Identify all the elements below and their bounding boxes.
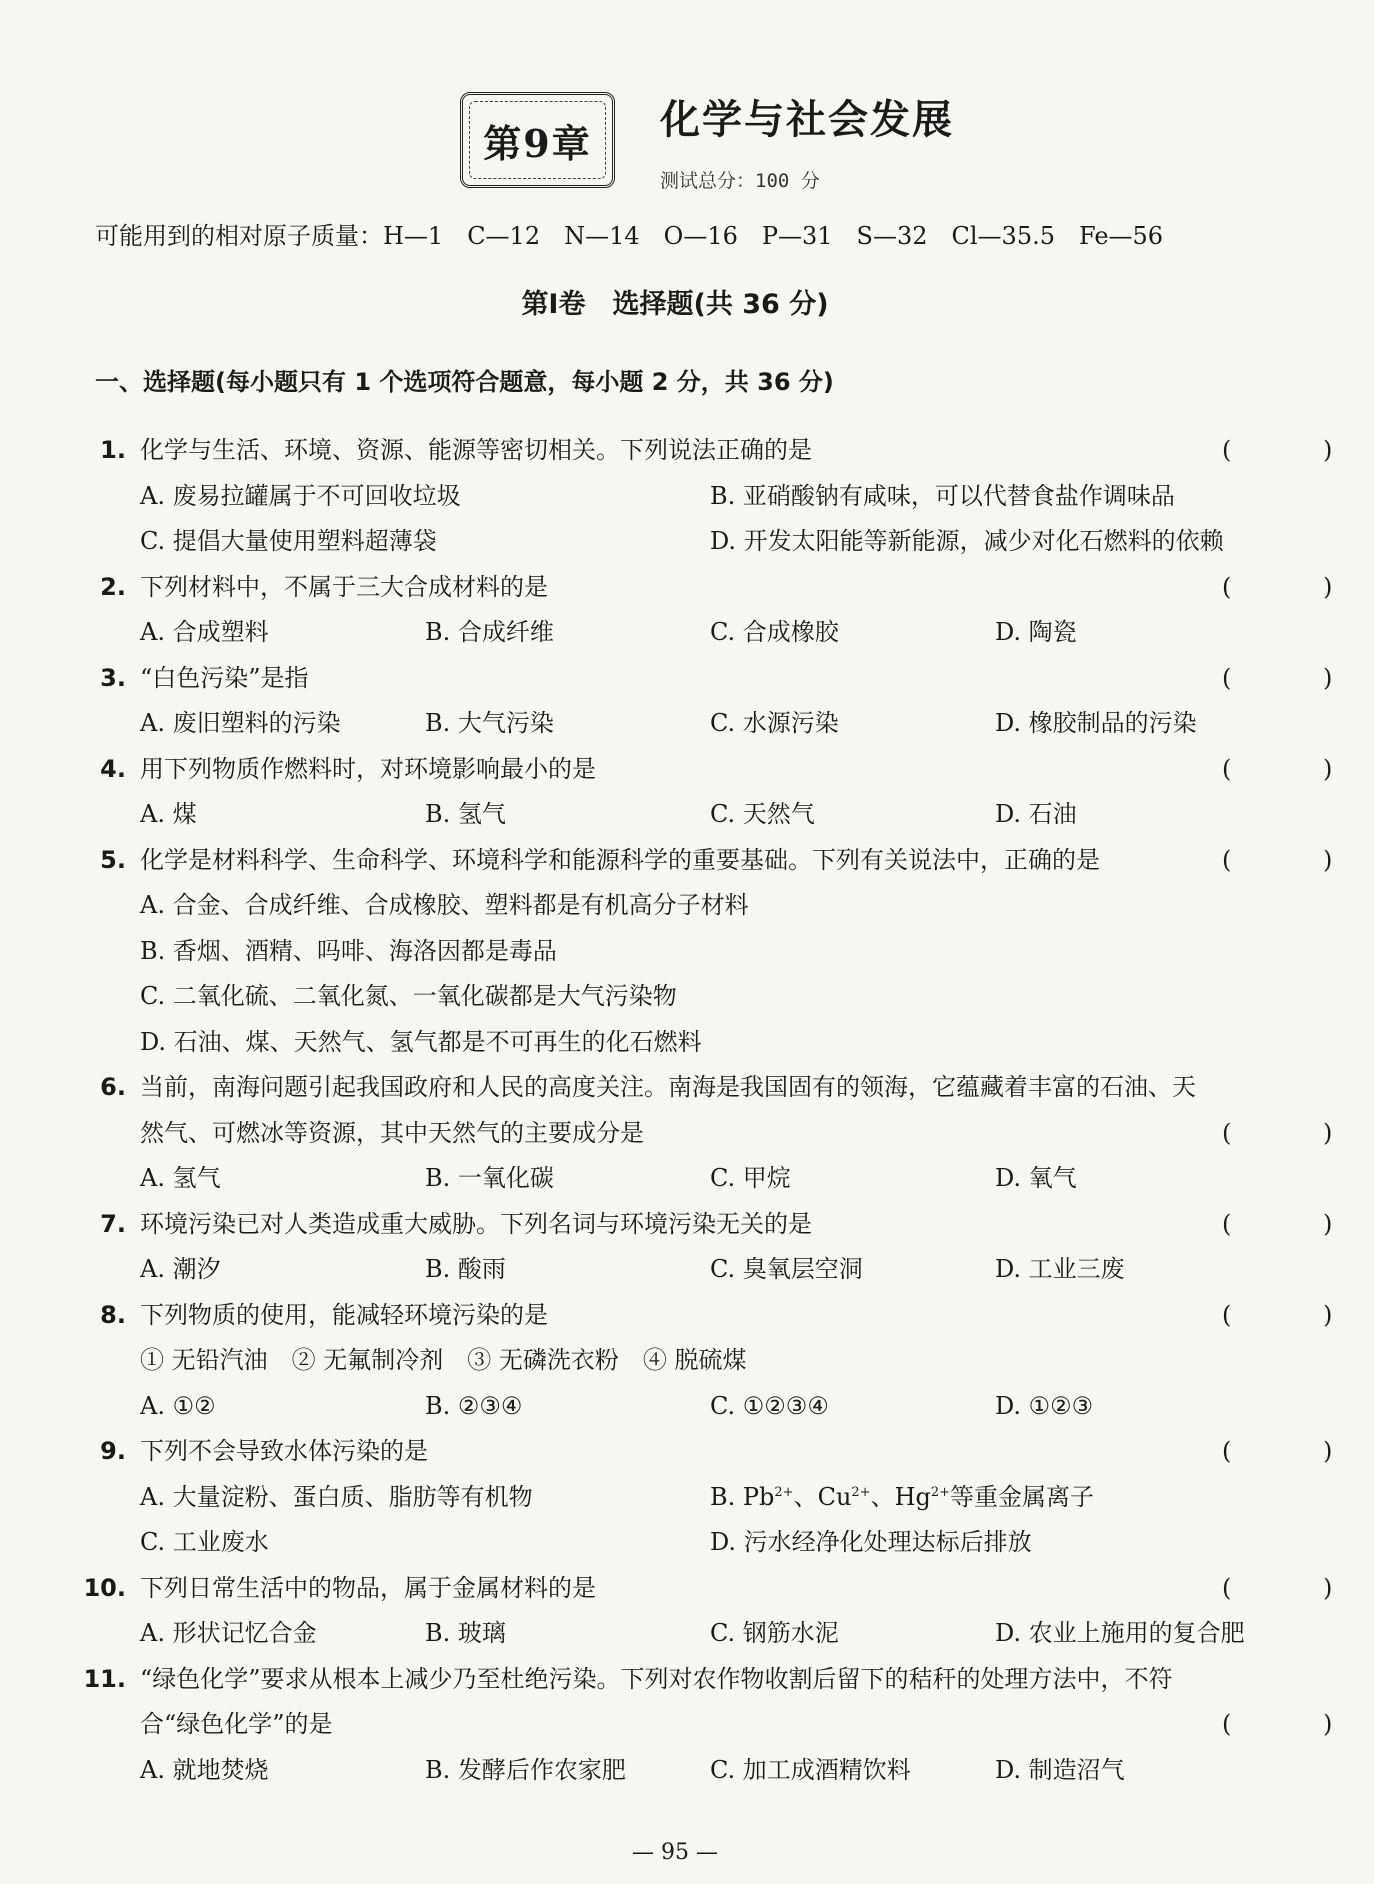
option-d[interactable]: D. 橡胶制品的污染 (995, 709, 1197, 737)
question-number: 1. (100, 436, 126, 464)
option-c[interactable]: C. 天然气 (710, 800, 815, 828)
option-d[interactable]: D. 开发太阳能等新能源，减少对化石燃料的依赖 (710, 527, 1224, 555)
section-title: 第Ⅰ卷 选择题(共 36 分) (521, 289, 829, 320)
option-c[interactable]: C. 提倡大量使用塑料超薄袋 (140, 527, 437, 555)
option-a[interactable]: A. 合金、合成纤维、合成橡胶、塑料都是有机高分子材料 (140, 891, 749, 919)
question-number: 2. (100, 572, 126, 601)
option-b[interactable]: B. 亚硝酸钠有咸味，可以代替食盐作调味品 (710, 481, 1175, 510)
answer-bracket[interactable]: ( ) (1222, 1437, 1374, 1465)
question-10 (0, 1566, 1374, 1612)
option-b[interactable]: B. 发酵后作农家肥 (425, 1755, 626, 1784)
part-heading: 一、选择题(每小题只有 1 个选项符合题意，每小题 2 分，共 36 分) (95, 368, 834, 396)
option-b[interactable]: B. ②③④ (425, 1391, 523, 1420)
option-d[interactable]: D. 石油、煤、天然气、氢气都是不可再生的化石燃料 (140, 1027, 702, 1056)
options-row (0, 474, 1350, 520)
ion-pb: B. Pb (710, 1482, 775, 1511)
question-number: 8. (100, 1300, 126, 1329)
option-a[interactable]: A. 废旧塑料的污染 (140, 709, 341, 737)
question-stem: 下列不会导致水体污染的是 (140, 1437, 428, 1465)
option-c[interactable]: C. 甲烷 (710, 1164, 791, 1192)
options-row (0, 1748, 1350, 1794)
answer-bracket[interactable]: ( ) (1222, 845, 1374, 874)
option-b[interactable]: B. 合成纤维 (425, 618, 554, 646)
question-stem: 合“绿色化学”的是 (140, 1710, 333, 1738)
options-row (0, 701, 1350, 747)
option-c[interactable]: C. ①②③④ (710, 1391, 829, 1420)
question-6 (0, 1065, 1350, 1111)
option-d[interactable]: D. 制造沼气 (995, 1755, 1125, 1784)
question-number: 6. (100, 1073, 126, 1101)
total-score: 测试总分：100 分 (660, 170, 820, 192)
answer-bracket[interactable]: ( ) (1222, 1209, 1374, 1238)
answer-bracket[interactable]: ( ) (1222, 754, 1374, 783)
page-number: — 95 — (632, 1840, 718, 1865)
ion-tail: 等重金属离子 (950, 1482, 1095, 1511)
question-7 (0, 1202, 1374, 1248)
question-number: 10. (83, 1573, 126, 1602)
question-stem: 用下列物质作燃料时，对环境影响最小的是 (140, 754, 596, 783)
question-stem: 下列物质的使用，能减轻环境污染的是 (140, 1300, 548, 1329)
question-8 (0, 1293, 1374, 1339)
answer-bracket[interactable]: ( ) (1222, 1300, 1374, 1329)
option-d[interactable]: D. 污水经净化处理达标后排放 (710, 1528, 1032, 1556)
option-d[interactable]: D. ①②③ (995, 1391, 1094, 1420)
option-a[interactable]: A. 形状记忆合金 (140, 1619, 317, 1647)
option-b[interactable]: B. 大气污染 (425, 709, 554, 737)
option-b[interactable]: B. 氢气 (425, 800, 506, 828)
chapter-label: 第9章 (483, 120, 592, 166)
chapter-title: 化学与社会发展 (660, 96, 954, 143)
question-5 (0, 838, 1374, 884)
question-list (0, 428, 1374, 1793)
options-row (0, 610, 1350, 656)
option-a[interactable]: A. ①② (140, 1391, 216, 1420)
separator: 、 (793, 1482, 818, 1511)
option-a[interactable]: A. 煤 (140, 800, 197, 828)
options-row (0, 974, 1350, 1020)
options-row (0, 929, 1350, 975)
ion-charge: 2+ (930, 1484, 951, 1500)
options-row (0, 1156, 1350, 1202)
option-a[interactable]: A. 大量淀粉、蛋白质、脂肪等有机物 (140, 1482, 533, 1511)
option-d[interactable]: D. 工业三废 (995, 1255, 1125, 1283)
question-stem: 环境污染已对人类造成重大威胁。下列名词与环境污染无关的是 (140, 1209, 812, 1238)
question-stem: “白色污染”是指 (140, 663, 309, 692)
question-stem: 下列日常生活中的物品，属于金属材料的是 (140, 1573, 596, 1602)
question-number: 3. (100, 663, 126, 692)
option-c[interactable]: C. 合成橡胶 (710, 618, 839, 646)
options-row (0, 792, 1350, 838)
options-row (0, 1520, 1350, 1566)
answer-bracket[interactable]: ( ) (1222, 663, 1374, 692)
option-a[interactable]: A. 合成塑料 (140, 618, 269, 646)
option-b[interactable]: B. 香烟、酒精、吗啡、海洛因都是毒品 (140, 936, 557, 965)
option-b[interactable] (710, 1475, 1094, 1521)
option-a[interactable]: A. 废易拉罐属于不可回收垃圾 (140, 481, 461, 510)
question-stem: 当前，南海问题引起我国政府和人民的高度关注。南海是我国固有的领海，它蕴藏着丰富的石油、天 (140, 1073, 1196, 1101)
question-stem: 下列材料中，不属于三大合成材料的是 (140, 572, 548, 601)
options-row (0, 1384, 1350, 1430)
option-b[interactable]: B. 一氧化碳 (425, 1164, 554, 1192)
question-number: 7. (100, 1209, 126, 1238)
option-d[interactable]: D. 陶瓷 (995, 618, 1077, 646)
answer-bracket[interactable]: ( ) (1222, 572, 1374, 601)
option-c[interactable]: C. 工业废水 (140, 1528, 269, 1556)
question-stem: 化学与生活、环境、资源、能源等密切相关。下列说法正确的是 (140, 436, 812, 464)
option-c[interactable]: C. 臭氧层空洞 (710, 1255, 863, 1283)
question-number: 11. (83, 1664, 126, 1693)
question-4 (0, 747, 1374, 793)
option-c[interactable]: C. 钢筋水泥 (710, 1619, 839, 1647)
question-1 (0, 428, 1374, 474)
option-a[interactable]: A. 就地焚烧 (140, 1755, 269, 1784)
ion-charge: 2+ (774, 1484, 794, 1500)
options-row (0, 1020, 1350, 1066)
statement-list (0, 1338, 1350, 1384)
option-a[interactable]: A. 氢气 (140, 1164, 221, 1192)
question-number: 5. (100, 845, 126, 874)
option-b[interactable]: B. 酸雨 (425, 1255, 506, 1283)
question-stem-continued (0, 1702, 1374, 1748)
chapter-badge (460, 92, 615, 188)
question-stem: “绿色化学”要求从根本上减少乃至杜绝污染。下列对农作物收割后留下的秸秆的处理方法中，不符 (140, 1664, 1173, 1693)
question-2 (0, 565, 1374, 611)
answer-bracket[interactable]: ( ) (1222, 1710, 1374, 1738)
option-a[interactable]: A. 潮汐 (140, 1255, 221, 1283)
question-3 (0, 656, 1374, 702)
question-number: 4. (100, 754, 126, 783)
answer-bracket[interactable]: ( ) (1222, 1118, 1374, 1147)
question-11 (0, 1657, 1350, 1703)
question-number: 9. (100, 1437, 126, 1465)
options-row (0, 519, 1350, 565)
options-row (0, 1475, 1350, 1521)
question-9 (0, 1429, 1374, 1475)
option-d[interactable]: D. 石油 (995, 800, 1077, 828)
options-row (0, 1247, 1350, 1293)
question-stem: 然气、可燃冰等资源，其中天然气的主要成分是 (140, 1118, 644, 1147)
option-c[interactable]: C. 二氧化硫、二氧化氮、一氧化碳都是大气污染物 (140, 982, 677, 1010)
option-d[interactable]: D. 农业上施用的复合肥 (995, 1619, 1245, 1647)
atomic-mass-note: 可能用到的相对原子质量：H—1 C—12 N—14 O—16 P—31 S—32 Cl—35.5 Fe—56 (95, 222, 1164, 250)
option-c[interactable]: C. 加工成酒精饮料 (710, 1755, 911, 1784)
question-stem: 化学是材料科学、生命科学、环境科学和能源科学的重要基础。下列有关说法中，正确的是 (140, 845, 1100, 874)
option-b[interactable]: B. 玻璃 (425, 1619, 506, 1647)
options-row (0, 883, 1350, 929)
option-d[interactable]: D. 氧气 (995, 1164, 1077, 1192)
ion-cu: Cu (817, 1482, 852, 1511)
ion-hg: Hg (894, 1482, 931, 1511)
answer-bracket[interactable]: ( ) (1222, 1573, 1374, 1602)
separator: 、 (870, 1482, 895, 1511)
ion-charge: 2+ (851, 1484, 871, 1500)
option-c[interactable]: C. 水源污染 (710, 709, 839, 737)
answer-bracket[interactable]: ( ) (1222, 436, 1374, 464)
statement-items: ① 无铅汽油 ② 无氟制冷剂 ③ 无磷洗衣粉 ④ 脱硫煤 (140, 1346, 747, 1374)
options-row (0, 1611, 1350, 1657)
question-stem-continued (0, 1111, 1374, 1157)
